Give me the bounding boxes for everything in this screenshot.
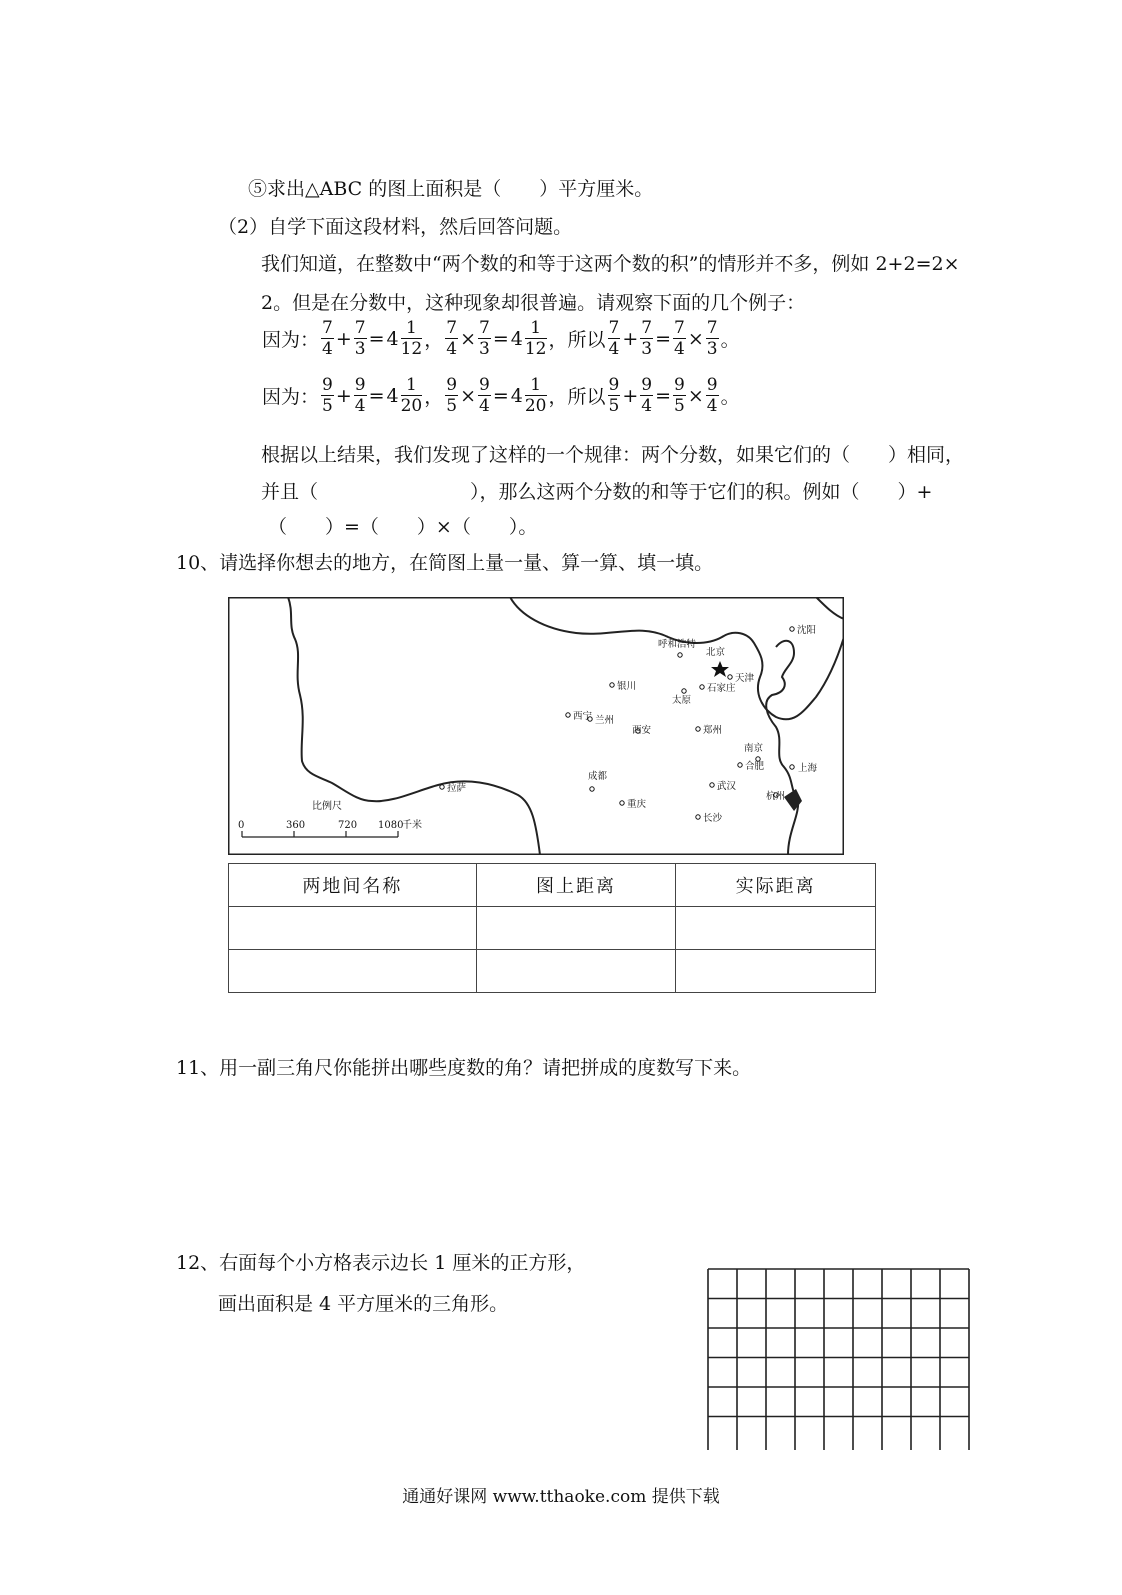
answer-cell[interactable] <box>476 950 676 993</box>
city-label: 呼和浩特 <box>658 639 697 650</box>
rule-line-2: 并且（ ），那么这两个分数的和等于它们的积。例如（ ）+ <box>261 481 933 503</box>
city-label: 合肥 <box>745 761 765 772</box>
material-paragraph-1: 我们知道，在整数中“两个数的和等于这两个数的积”的情形并不多，例如 2+2=2× <box>261 253 960 275</box>
fraction-result: $\frac{1}{20}$ <box>400 375 423 416</box>
city-dot <box>790 627 794 631</box>
answer-cell[interactable] <box>476 907 676 950</box>
svg-text:0: 0 <box>238 820 245 831</box>
city-label: 拉萨 <box>447 783 467 794</box>
city-label: 郑州 <box>703 725 723 736</box>
part-2-heading: （2）自学下面这段材料，然后回答问题。 <box>218 216 573 238</box>
distance-table <box>228 863 876 993</box>
city-label: 西宁 <box>573 711 593 722</box>
scale-bar <box>238 799 422 837</box>
question-12-line-2: 画出面积是 4 平方厘米的三角形。 <box>218 1293 509 1315</box>
hangzhou-bay <box>784 789 802 811</box>
answer-cell[interactable] <box>676 950 876 993</box>
map-frame <box>229 598 844 855</box>
city-dot <box>728 675 732 679</box>
example-row-2: 因为： $\frac{9}{5}$ + $\frac{9}{4}$ = 4 $\frac{1}{20}$ ， $\frac{9}{5}$ × $\frac{9}{4}$ = 4 $\frac{1}{20}$ ，所以 $\frac{9}{5}$ + $\frac{9}{4}$ = $\frac{9}{5}$ × $\frac{9}{4}$ 。 <box>262 375 740 416</box>
svg-text:360: 360 <box>286 820 306 831</box>
northeast-border <box>816 597 844 619</box>
city-label: 南京 <box>744 743 764 754</box>
header-place-names: 两地间名称 <box>229 864 477 907</box>
rule-line-3: （ ）=（ ）×（ ）。 <box>268 516 538 538</box>
material-paragraph-2: 2。但是在分数中，这种现象却很普遍。请观察下面的几个例子： <box>261 292 806 314</box>
question-11-text: 11、用一副三角尺你能拼出哪些度数的角？请把拼成的度数写下来。 <box>176 1057 752 1079</box>
city-label: 长沙 <box>703 813 723 824</box>
city-label: 石家庄 <box>707 683 736 694</box>
capital-star-icon <box>711 661 729 677</box>
city-label: 银川 <box>617 681 637 692</box>
city-dot <box>678 653 682 657</box>
svg-text:1080: 1080 <box>378 820 404 831</box>
svg-text:720: 720 <box>338 820 358 831</box>
example-prefix: 因为： <box>262 329 320 351</box>
city-label: 杭州 <box>766 791 786 802</box>
city-dot <box>440 785 444 789</box>
city-dot <box>738 763 742 767</box>
city-label: 沈阳 <box>797 625 817 636</box>
example-row-1: 因为： $\frac{7}{4}$ + $\frac{7}{3}$ = 4 $\frac{1}{12}$ ， $\frac{7}{4}$ × $\frac{7}{3}$ = 4 $\frac{1}{12}$ ，所以 $\frac{7}{4}$ + $\frac{7}{3}$ = $\frac{7}{4}$ × $\frac{7}{3}$ 。 <box>262 318 740 359</box>
header-map-distance: 图上距离 <box>476 864 676 907</box>
city-label: 西安 <box>632 725 652 736</box>
city-label: 天津 <box>735 673 755 684</box>
city-label: 武汉 <box>717 781 737 792</box>
table-row <box>229 950 876 993</box>
scale-unit: 千米 <box>402 820 422 831</box>
table-header-row <box>229 864 876 907</box>
city-dot <box>566 713 570 717</box>
fraction-a: $\frac{9}{5}$ <box>322 375 333 416</box>
western-border <box>288 597 540 855</box>
city-dot <box>790 765 794 769</box>
answer-cell[interactable] <box>229 907 477 950</box>
fraction-b: $\frac{9}{4}$ <box>354 375 366 416</box>
city-dot <box>696 727 700 731</box>
answer-cell[interactable] <box>229 950 477 993</box>
china-sketch-map <box>228 597 844 855</box>
city-label: 兰州 <box>595 715 615 726</box>
fraction-result: $\frac{1}{12}$ <box>400 318 423 359</box>
city-label: 重庆 <box>627 799 647 810</box>
fraction-a: $\frac{7}{4}$ <box>322 318 333 359</box>
city-dot <box>682 689 686 693</box>
item-5-text: ⑤求出△ABC 的图上面积是（ ）平方厘米。 <box>248 178 654 200</box>
footer-source: 通通好课网 www.tthaoke.com 提供下载 <box>402 1487 720 1507</box>
city-label: 北京 <box>706 647 726 658</box>
scale-label: 比例尺 <box>312 801 342 812</box>
question-12-line-1: 12、右面每个小方格表示边长 1 厘米的正方形， <box>176 1252 586 1274</box>
city-dot <box>710 783 714 787</box>
drawing-grid[interactable] <box>707 1268 971 1450</box>
example-prefix: 因为： <box>262 386 320 408</box>
city-dot <box>610 683 614 687</box>
rule-line-1: 根据以上结果，我们发现了这样的一个规律：两个分数，如果它们的（ ）相同， <box>261 444 965 466</box>
table-row <box>229 907 876 950</box>
question-10-text: 10、请选择你想去的地方，在简图上量一量、算一算、填一填。 <box>176 552 714 574</box>
city-dot <box>620 801 624 805</box>
fraction-b: $\frac{7}{3}$ <box>354 318 366 359</box>
city-label: 上海 <box>798 763 818 774</box>
city-label: 成都 <box>588 771 608 782</box>
coastline <box>766 641 798 855</box>
city-dot <box>700 685 704 689</box>
city-label: 太原 <box>672 695 692 706</box>
answer-cell[interactable] <box>676 907 876 950</box>
header-actual-distance: 实际距离 <box>676 864 876 907</box>
city-dot <box>696 815 700 819</box>
city-dot <box>590 787 594 791</box>
